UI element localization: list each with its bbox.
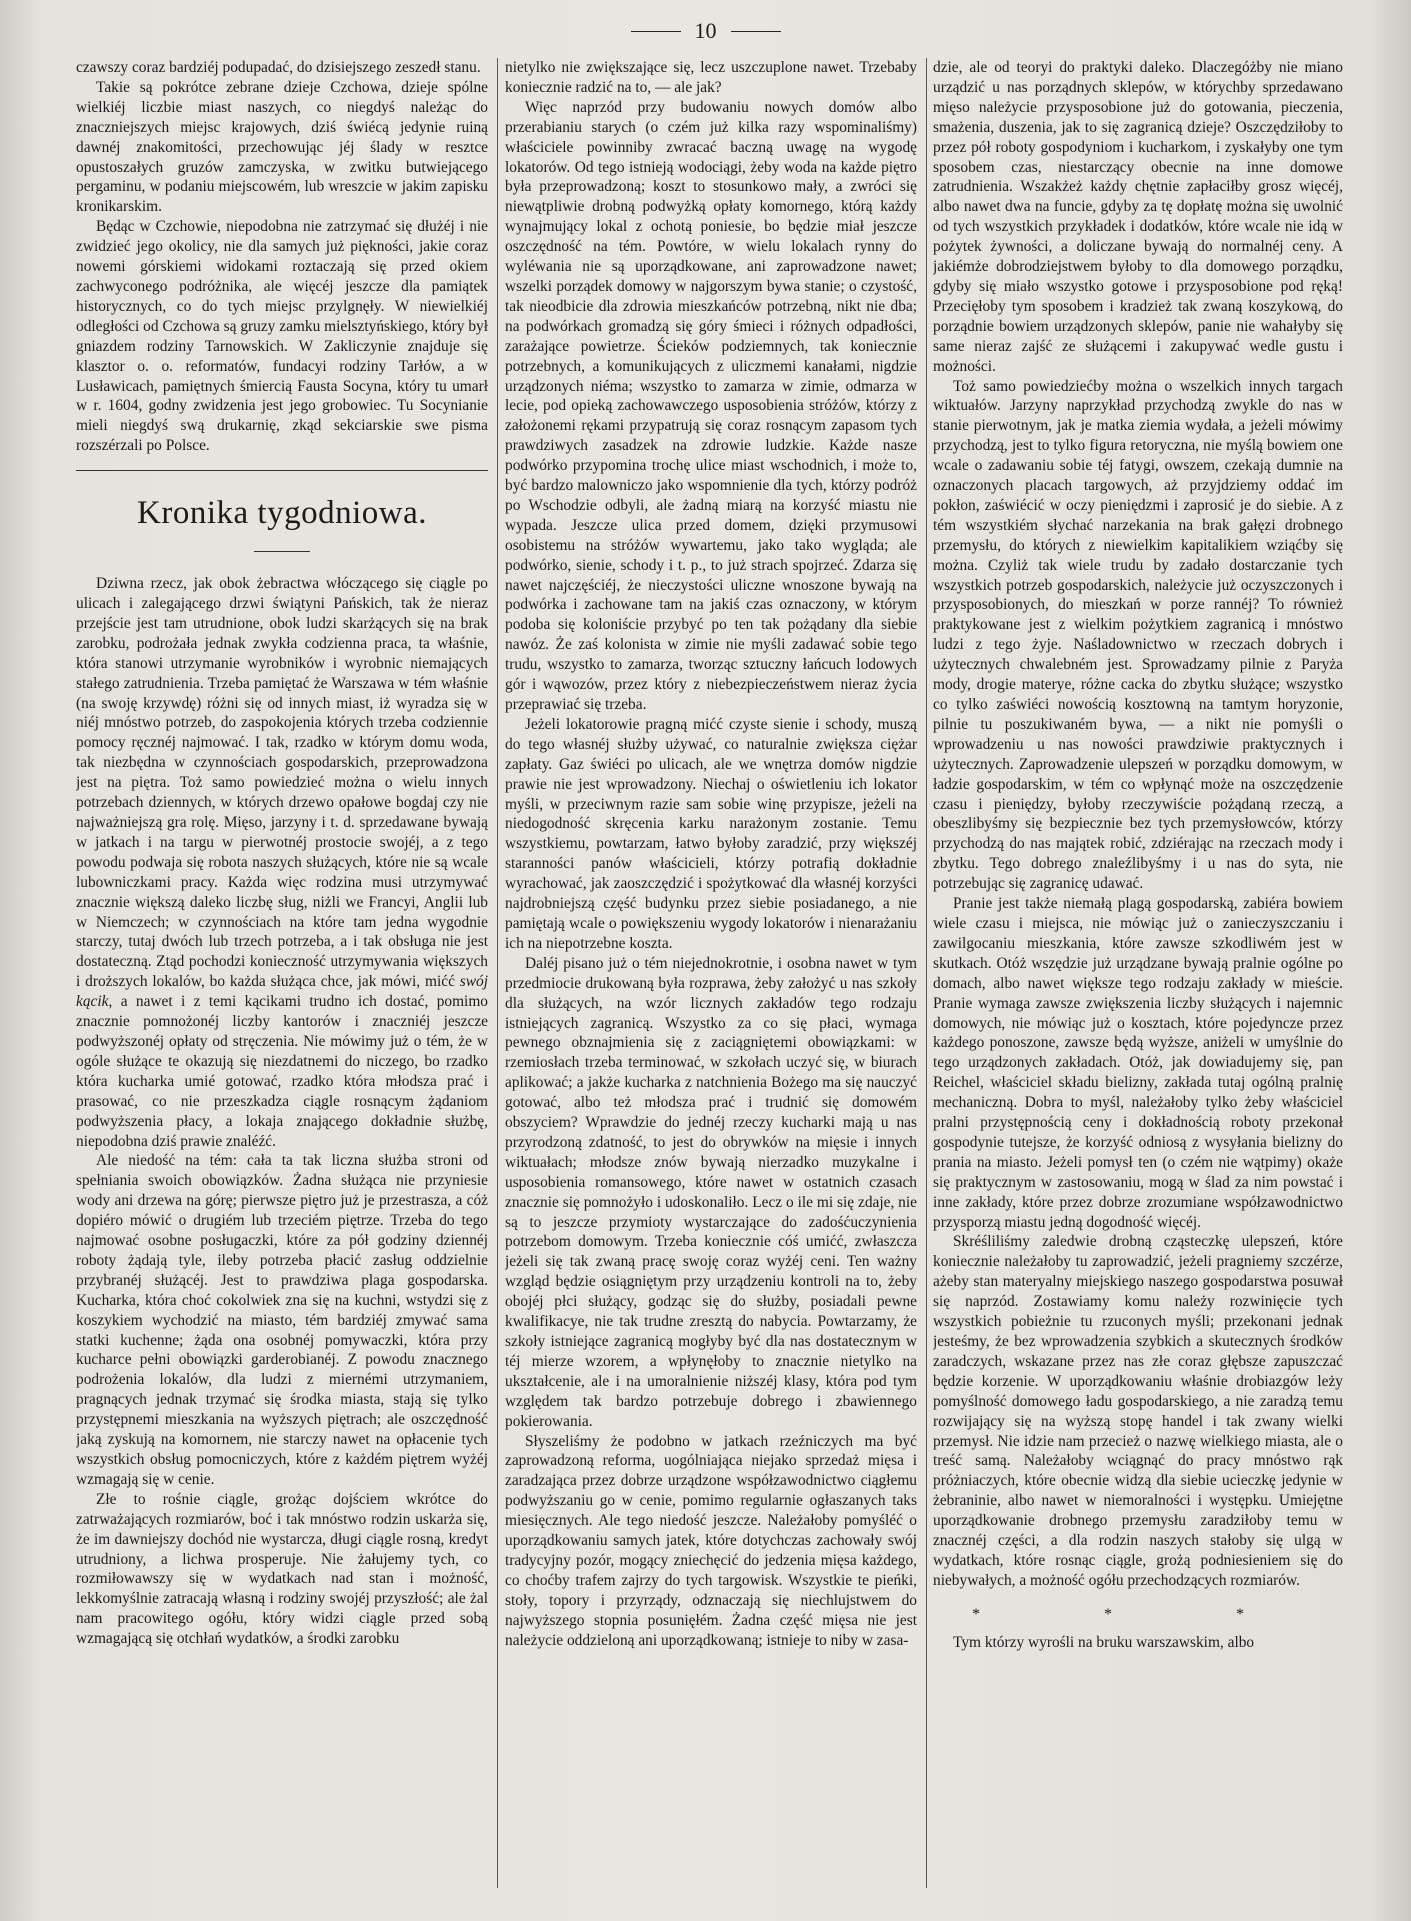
section-stars: * * * bbox=[972, 1605, 1304, 1623]
page-header bbox=[0, 14, 1411, 48]
column-divider-2 bbox=[926, 58, 927, 1888]
column-1 bbox=[76, 58, 488, 1888]
column-2 bbox=[505, 58, 917, 1888]
section-rule bbox=[76, 470, 488, 471]
section-separator bbox=[76, 470, 488, 471]
column-3 bbox=[933, 58, 1343, 1888]
paragraph: Jeżeli lokatorowie pragną mićć czyste sienie i schody, muszą do tego własnéj służby używać, co naturalnie zwiększa ciężar zapłaty. Gaz świéci po ulicach, ale we wnętrza domów nigdzie prawie nie jest wprowadzony. Niechaj o oświetleniu ich lokator myśli, w przeciwnym razie sam sobie winę przypisze, jeżeli na niedogodność skręcenia karku narażonym zostanie. Temu wszystkiemu, powtarzam, łatwo byłoby zaradzić, przy większéj staranności panów właścicieli, którzy potrafią dokładnie wyrachować, jak zaoszczędzić i spożytkować dla własnéj korzyści najdrobniejszą część budynku przez siebie posiadanego, a nie pamiętają wcale o powiększeniu wygody lokatorów i nienarażaniu ich na niepotrzebne koszta. bbox=[505, 715, 917, 952]
emphasis: swój kącik bbox=[76, 973, 488, 1011]
paragraph: Ale niedość na tém: cała ta tak liczna służba stroni od spełniania swoich obowiązków. Żadna służąca nie przyniesie wody ani drzewa na górę; pierwsze piętro już je przestrasza, a cóż dopiéro mówić o drugiém lub trzeciém piętrze. Trzeba do tego najmować osobne posługaczki, które za pół godziny dziennéj roboty żądają tyle, ileby potrzeba płacić zasług oddzielnie przybranéj służącéj. Jest to prawdziwa plaga gospodarska. Kucharka, która choć cokolwiek zna się na kuchni, wstydzi się z koszykiem wychodzić na miasto, tém bardziéj zmywać sama statki kuchenne; żąda ona osobnéj pomywaczki, która przy kucharce pełni obowiązki garderobianéj. Z powodu znacznego podrożenia lokalów, dla ludzi z miernémi utrzymaniem, pragnących jednak trzymać się środka miasta, stają się tylko przystępnemi mieszkania na wyższych piętrach; ale oszczędność jaką zyskują na komornem, nie starczy nawet na opłacenie tych wszystkich obsług pomocniczych, które z każdém piętrem wyżéj wzmagają się w cenie. bbox=[76, 1152, 488, 1488]
paragraph: Daléj pisano już o tém niejednokrotnie, i osobna nawet w tym przedmiocie drukowaną była rozprawa, żeby założyć u nas szkoły dla służących, na wzór licznych zakładów tego rodzaju istniejących zagranicą. Wszystko za co się płaci, wymaga pewnego obznajmienia się z zaciągniętemi obowiązkami: w rzemiosłach trzeba terminować, w szkołach uczyć się, w biurach aplikować; a jakże kucharka z natchnienia Bożego ma się nauczyć gotować, albo też młodsza prać i trudnić się domowém obszyciem? Wprawdzie do jednéj rzeczy kucharki mają u nas przyrodzoną zdatność, to jest do obrywków na mięsie i innych wiktuałach; młodsze znów bywają nierzadko muzykalne i usposobienia romansowego, które nawet w ostatnich czasach znacznie się pomnożyło i udoskonaliło. Lecz o ile mi się zdaje, nie są to jeszcze przymioty wystarczające do zadośćuczynienia potrzebom domowym. Trzeba koniecznie cóś umićć, zwłaszcza jeżeli się tak zwaną pracę swoję coraz wyżéj ceni. Ten ważny wzgląd będzie osiągniętym przy urządzeniu kontroli na to, żeby obojéj płci służący, godząc się do służby, posiadali pewne kwalifikacye, nie tak trudne zresztą do nabycia. Powtarzamy, że szkoły istniejące zagranicą mogłyby być dla nas dostatecznym w téj mierze wzorem, a wpłynęłoby to znacznie nietylko na ukształcenie, ale i na umoralnienie niższéj klasy, która pod tym względem tak bardzo potrzebuje dobrego i zbawiennego pokierowania. bbox=[505, 954, 917, 1430]
paragraph: dzie, ale od teoryi do praktyki daleko. Dlaczegóżby nie miano urządzić u nas porządnych sklepów, w którychby sprzedawano mięso należycie przysposobione już do gotowania, pieczenia, smażenia, duszenia, jak to się zagranicą dzieje? Oszczędziłoby to przez pół roboty gospodyniom i kucharkom, i zyskałyby one tym sposobem czas, niestarczący obecnie na inne domowe zatrudnienia. Wszakżeż każdy chętnie zapłaciłby grosz więcéj, albo nawet dwa na funcie, gdyby za tę dopłatę można się uwolnić od tych wszystkich przykładek i dodatków, które wcale nie idą w pożytek żywności, a doliczane bywają do normalnéj ceny. A jakiémże dobrodziejstwem byłoby to dla domowego porządku, gdyby się miało wszystko gotowe i przysposobione pod ręką! Przecięłoby tym sposobem i kradzież tak zwaną koszykową, do porządnie bowiem urządzonych sklepów, panie nie wahałyby się same nieraz zajść ze służącemi i zakupywać wedle gustu i możności. bbox=[933, 59, 1343, 375]
title-rule bbox=[254, 551, 310, 552]
text-run: , a nawet i z temi kącikami trudno ich dostać, pomimo znacznie pomnożonéj liczby kantorów i znaczniéj jeszcze podwyższonéj opłaty od stręczenia. Nie mówimy już o tém, że w ogóle służące te okazują się niezdatnemi do niczego, bo rzadko która kucharka umié gotować, rzadko która młodsza prać i prasować, co nie przeszkadza ciągle rosnącym żądaniom podwyższenia płacy, a lokaja znającego dokładnie służbę, niepodobna dziś prawie znaléźć. bbox=[76, 993, 488, 1150]
header-rule-left bbox=[631, 31, 681, 32]
paragraph: czawszy coraz bardziéj podupadać, do dzisiejszego zeszedł stanu. bbox=[76, 59, 481, 76]
paragraph: Skréśliliśmy zaledwie drobną cząsteczkę ulepszeń, które koniecznie należałoby tu zaprowadzić, jeżeli pragniemy szczérze, ażeby stan materyalny miejskiego naszego gospodarstwa posuwał się naprzód. Zostawiamy komu należy rozwinięcie tych wszystkich pobieżnie tu rzuconych myśli; przekonani jednak jesteśmy, że bez wprowadzenia szybkich a skutecznych środków zaradczych, wskazane przez nas złe coraz głębsze zapuszczać będzie korzenie. W uporządkowaniu właśnie drobiazgów leży pomyślność domowego ładu gospodarskiego, a nie zaradzą temu rozwijający się na wyższą stopę handel i tak zwany wielki przemysł. Nie idzie nam przecież o nazwę wielkiego miasta, ale o treść samą. Należałoby wciągnąć do pracy mnóstwo rąk próżniaczych, które obecnie widzą dla siebie ucieczkę jedynie w żebraninie, albo nawet w niemoralności i występku. Umiejętne uporządkowanie drobnego przemysłu zaradziłoby temu w znacznéj części, a dla rodzin naszych stałoby się ulgą w wydatkach, które rosnąc ciągle, grożą podniesieniem się do niebywałych, a możność ogółu przechodzących rozmiarów. bbox=[933, 1233, 1343, 1589]
article-title: Kronika tygodniowa. bbox=[137, 495, 427, 532]
column-divider-1 bbox=[497, 58, 498, 1888]
paragraph: Więc naprzód przy budowaniu nowych domów albo przerabianiu starych (o czém już kilka razy wspominaliśmy) właściciele powinniby zwracać baczną uwagę na wygodę lokatorów. Od tego istnieją wodociągi, żeby woda na każde piętro była przeprowadzoną; koszt to stosunkowo mały, a zwróci się niewątpliwie drobną podwyżką opłaty komornego, którą każdy wynajmujący lokal z ochotą poniesie, bo będzie miał jeszcze oszczędność na tém. Powtóre, w wielu lokalach rynny do wyléwania nie są uporządkowane, ani zaprowadzone nawet; wszelki porządek domowy w najgorszym bywa stanie; o czystość, tak nieodbicie dla zdrowia mieszkańców potrzebną, nikt nie dba; na podwórkach gromadzą się góry śmieci i różnych odpadłości, zarażające powietrze. Ścieków podziemnych, tak koniecznie potrzebnych, a komunikujących z uliczmemi kanałami, nigdzie urządzonych niéma; wszystko to zamarza w zimie, odmarza w lecie, pod opieką zachowawczego usposobienia stróżów, którzy z założonemi rękami przypatrują się coraz rosnącym zapasom tych prawdziwych zasadzek na zdrowie ludzkie. Każde nasze podwórko przypomina trochę ulice miast wschodnich, i może to, być bardzo malowniczo jako wspomnienie dla tych, którzy podróż po Wschodzie odbyli, ale żadną miarą na korzyść miastu nie wypada. Jeszcze ulica przed domem, dzięki przymusowi osobistemu na stróżów wywartemu, jako tako wygląda; ale podwórko, sienie, schody i t. p., to już strach spojrzeć. Zdarza się nawet najczęściéj, że nieczystości uliczne wnoszone bywają na podwórka i zachowane tam na jakiś czas oznaczony, w którym podoba się koloniście przybyć po ten tak pożądany dla siebie nawóz. Że zaś kolonista w zimie nie myśli zadawać sobie tego trudu, wszystko to zamarza, tworząc sztuczny łańcuch lodowych gór i wąwozów, przez który z niebezpieczeństwem nieraz życia przeprawiać się trzeba. bbox=[505, 98, 917, 713]
paragraph: Słyszeliśmy że podobno w jatkach rzeźniczych ma być zaprowadzoną reforma, uogólniająca niejako sprzedaż mięsa i zaradzająca przez dobrze urządzone współzawodnictwo ciągłemu podwyższaniu go w cenie, pomimo regularnie ogłaszanych taks miesięcznych. Ale tego niedość jeszcze. Należałoby pomyśléć o uporządkowaniu samych jatek, które dotychczas zachowały swój tradycyjny pozór, mogący zniechęcić do jedzenia mięsa każdego, co choćby trafem zajrzy do tych targowisk. Wszystkie te pieńki, stoły, topory i przyrządy, odznaczają się niechlujstwem do najwyższego stopnia posunięłém. Żadna część mięsa nie jest należycie oddzieloną ani uporządkowaną; istnieje to niby w zasa- bbox=[505, 1432, 917, 1649]
paragraph: Będąc w Czchowie, niepodobna nie zatrzymać się dłużéj i nie zwidzieć jego okolicy, nie dla samych już piękności, jakie coraz nowemi górskiemi widokami roztaczają się przed okiem zachwyconego podróżnika, ale więcéj jeszcze dla pamiątek historycznych, co do tych miejsc przylgnęły. W niewielkiéj odległości od Czchowa są gruzy zamku mielsztyńskiego, który był gniazdem rodziny Tarnowskich. W Zakliczynie znajduje się klasztor o. o. reformatów, fundacyi rodziny Tarłów, a w Lusławicach, pamiętnych śmiercią Fausta Socyna, który tu umarł w r. 1604, godny zwidzenia jest jego grobowiec. Tu Socynianie mieli niegdyś swą drukarnię, zkąd sekciarskie swe pisma rozszérzali po Polsce. bbox=[76, 218, 488, 455]
paragraph: Złe to rośnie ciągle, grożąc dojściem wkrótce do zatrważających rozmiarów, boć i tak mnóstwo rodzin uskarża się, że im dawniejszy dochód nie wystarcza, długi ciągle rosną, kredyt utrudniony, a lichwa prosperuje. Nie żałujemy tych, co rozmiłowawszy się w wydatkach nad stan i możność, lekkomyślnie zatracają własną i rodziny swojéj przyszłość; ale żal nam pracowitego ogółu, który widzi ciągle przed sobą wzmagającą się otchłań wydatków, a środki zarobku bbox=[76, 1490, 488, 1648]
paragraph: Toż samo powiedziećby można o wszelkich innych targach wiktuałów. Jarzyny naprzykład przychodzą zwykle do nas w stanie pierwotnym, jak je matka ziemia wydała, a jeżeli mówimy przychodzą, jest to tylko figura retoryczna, nie myślą bowiem one wcale o zadawaniu sobie téj fatygi, owszem, czekają dumnie na oznaczonych placach targowych, aż przyjdziemy oddać im pokłon, zaświécić w oczy pieniędzmi i zaprosić je do siebie. A z tém wszystkiém słychać narzekania na brak gałęzi drobnego przemysłu, do których z niewielkim kapitalikiem wziąćby się można. Czyliż tak wiele trudu by zadało dostarczanie tych wszystkich potrzeb gospodarskich, należycie już oczyszczonych i przysposobionych, do mieszkań w porze rannéj? To również praktykowane jest z wielkim pożytkiem zagranicą i mnóstwo ludzi z tego żyje. Naśladownictwo w rzeczach dobrych i użytecznych chwalebném jest. Sprowadzamy pilnie z Paryża mody, drogie materye, różne cacka do zbytku służące; wszystko co tylko zaświéci nowością kosztowną na tamtym horyzonie, pilnie tu poszukiwaném bywa, — a nikt nie pomyśli o wprowadzeniu u nas nowości prawdziwie praktycznych i użytecznych. Zaprowadzenie ulepszeń w porządku domowym, w ładzie gospodarskim, w tém co wpłynąć może na oszczędzenie czasu i pieniędzy, byłoby rzeczywiście pożądaną rzeczą, a obeszlibyśmy się bezpiecznie bez tych przemysłowców, którzy przychodzą do nas majątek robić, zdziérając na rzeczach mody i zbytku. Tego dobrego znaleźlibyśmy i u nas do syta, nie potrzebując się zagranicę udawać. bbox=[933, 377, 1343, 893]
paragraph: Tym którzy wyrośli na bruku warszawskim, albo bbox=[953, 1633, 1255, 1651]
paragraph: Takie są pokrótce zebrane dzieje Czchowa, dzieje spólne wielkiéj liczbie miast naszych, co niegdyś należąc do znaczniejszych miejsc krajowych, dziś świécą jedynie ruiną dawnéj znakomitości, przechowując jéj ślady w resztce opustoszałych gruzów zamczyska, w zwitku butwiejącego pergaminu, w podaniu miejscowém, lub wreszcie w jakim zapisku kronikarskim. bbox=[76, 78, 488, 216]
paragraph bbox=[76, 574, 488, 1151]
text-run: Dziwna rzecz, jak obok żebractwa włóczącego się ciągle po ulicach i zalegającego drzwi świątyni Pańskich, tak że nieraz przejście jest tam utrudnione, obok ludzi skarżących się na brak zarobku, podrożała jednak zwykła codzienna praca, ta właśnie, która stanowi utrzymanie wyrobników i wyrobnic niemających stałego zatrudnienia. Trzeba pamiętać że Warszawa w tém właśnie (na swoję krzywdę) różni się od innych miast, iż wyradza się w niéj mnóstwo potrzeb, do zaspokojenia których trzeba codziennie pomocy ręcznéj najmować. I tak, rzadko w którym domu woda, tak niezbędna w czynnościach gospodarskich, przeprowadzona jest na piętra. Toż samo powiedzieć można o wielu innych potrzebach dziennych, w których drzewo opałowe bogdaj czy nie najważniejszą gra rolę. Mięso, jarzyny i t. d. sprzedawane bywają w jatkach i na targu w pierwotnéj prostocie swojéj, a z tego powodu podwaja się robota naszych służących, które nie są wcale lubowniczkami pracy. Każda więc rodzina musi utrzymywać znacznie większą daleko liczbę sług, niżli we Francyi, Anglii lub w Niemczech; w czynnościach na które tam jedna wygodnie starczy, tutaj dwóch lub trzech potrzeba, a i tak obsługa nie jest dostateczną. Ztąd pochodzi konieczność utrzymywania większych i droższych lokalów, bo każda służąca chce, jak mówi, mićć bbox=[76, 575, 488, 991]
page-number: 10 bbox=[694, 18, 717, 43]
paragraph: Pranie jest także niemałą plagą gospodarską, zabiéra bowiem wiele czasu i miejsca, nie mówiąc już o zanieczyszczaniu i zawilgocaniu mieszkania, które zawsze szkodliwém jest w skutkach. Otóż wszędzie już urządzane bywają pralnie ogólne po domach, albo nawet większe tego rodzaju zakłady w mieście. Pranie wymaga zawsze zwiększenia liczby służących i najemnic domowych, nie mówiąc już o kosztach, które pojedyncze przez każdego ponoszone, zawsze będą wyższe, aniżeli w umyślnie do tego urządzonych zakładach. Otóż, jak dowiadujemy się, pan Reichel, właściciel składu bielizny, zakłada tutaj ogólną pralnię mechaniczną. Dobra to myśl, należałoby tylko żeby właściciel pralni przystępnością ceny i dokładnością roboty przekonał gospodynie tutejsze, że korzyść odniosą z wysyłania bielizny do prania na miasto. Jeżeli pomysł ten (o czém nie wątpimy) okaże się praktycznym w zastosowaniu, mogą w ślad za nim powstać i inne zakłady, które przez dobrze zrozumiane współzawodnictwo przysporzą miastu jedną dogodność więcéj. bbox=[933, 895, 1343, 1231]
paragraph: nietylko nie zwiększające się, lecz uszczuplone nawet. Trzebaby koniecznie radzić na to, — ale jak? bbox=[505, 59, 917, 96]
header-rule-right bbox=[731, 31, 781, 32]
